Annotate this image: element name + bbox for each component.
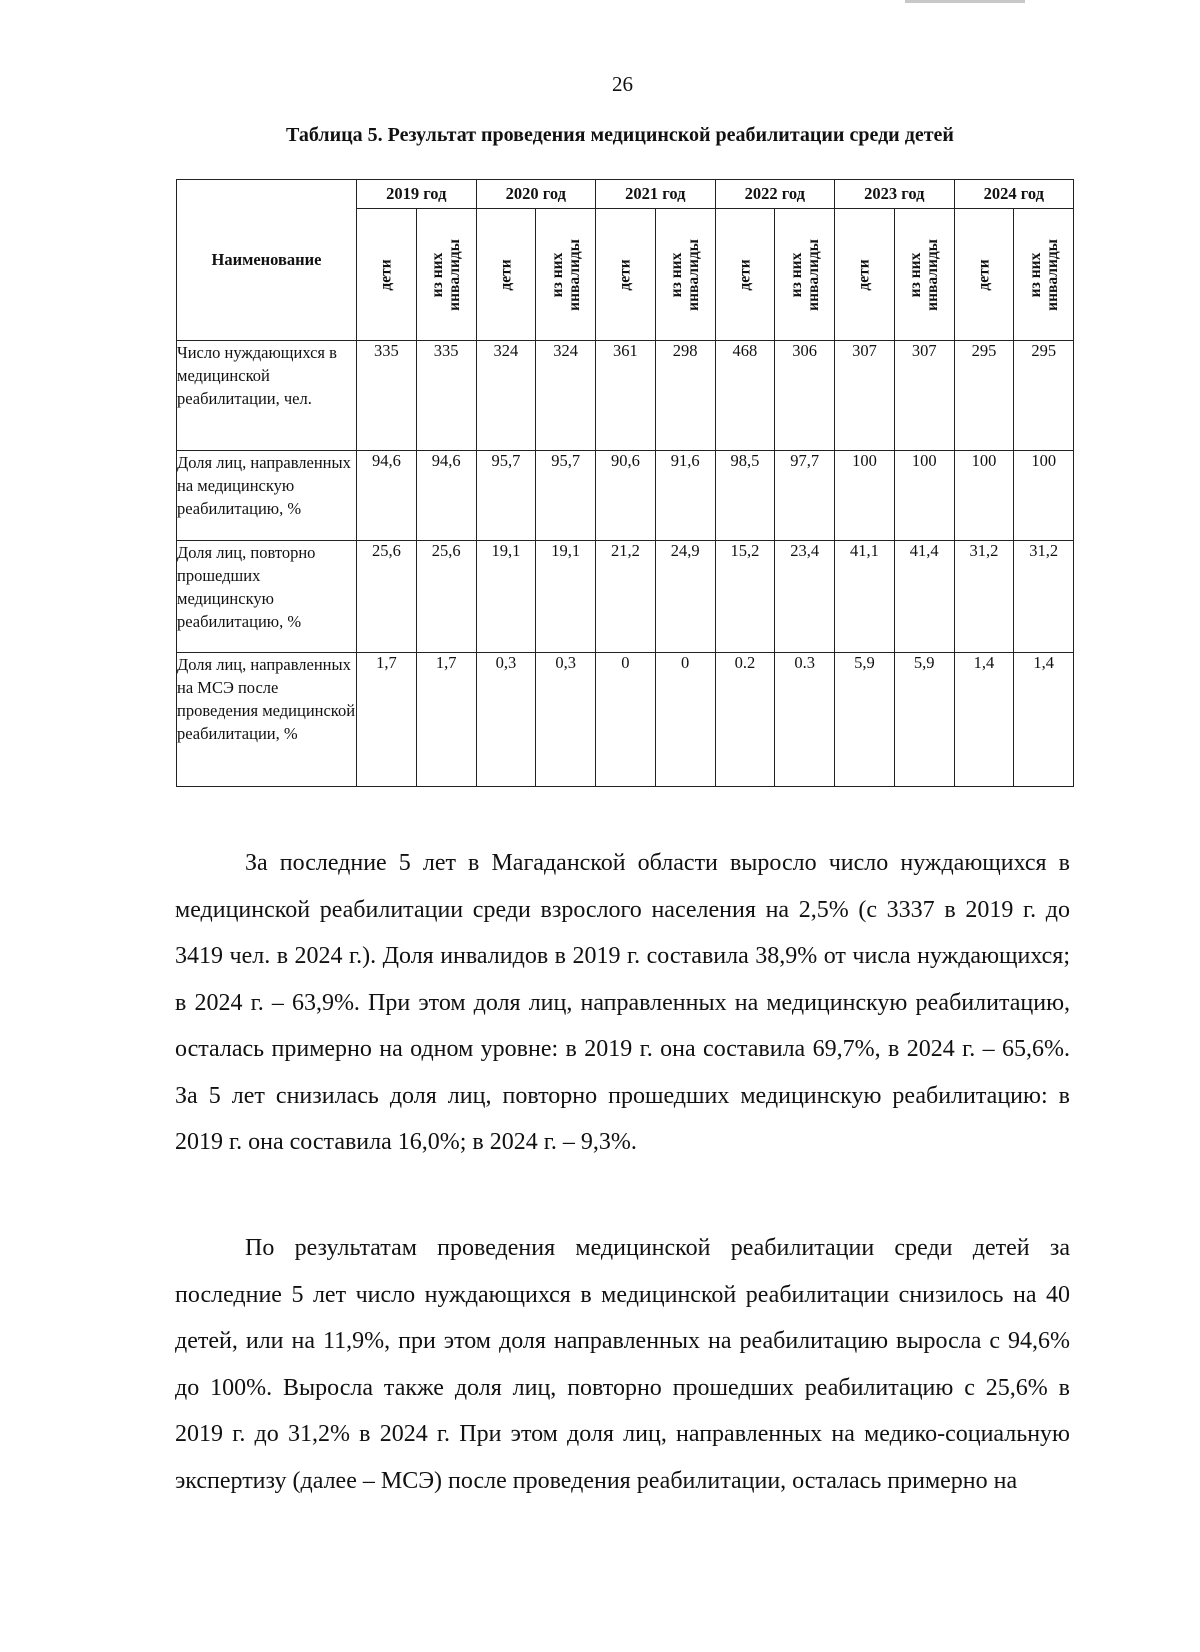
table-cell: 1,7 <box>416 653 476 787</box>
table-cell: 100 <box>835 451 895 541</box>
table-cell: 324 <box>476 341 536 451</box>
table-caption: Таблица 5. Результат проведения медицинской реабилитации среди детей <box>286 124 954 146</box>
table-cell: 1,4 <box>1014 653 1074 787</box>
table-cell: 19,1 <box>536 541 596 653</box>
subheader-children-2019 <box>357 209 417 341</box>
table-cell: 0,3 <box>536 653 596 787</box>
table-cell: 98,5 <box>715 451 775 541</box>
table-cell: 1,7 <box>357 653 417 787</box>
subheader-children-2021 <box>596 209 656 341</box>
table-cell: 95,7 <box>536 451 596 541</box>
table-cell: 91,6 <box>655 451 715 541</box>
year-header-2020: 2020 год <box>476 180 596 209</box>
page-number: 26 <box>612 72 633 96</box>
subheader-disabled-line1: из них <box>548 252 566 297</box>
year-header-2021: 2021 год <box>596 180 716 209</box>
table-cell: 335 <box>416 341 476 451</box>
table-cell: 25,6 <box>416 541 476 653</box>
table-cell: 24,9 <box>655 541 715 653</box>
subheader-children-2024 <box>954 209 1014 341</box>
subheader-disabled-line2: инвалиды <box>446 238 464 311</box>
table-cell: 324 <box>536 341 596 451</box>
table-cell: 306 <box>775 341 835 451</box>
table-cell: 0,3 <box>476 653 536 787</box>
subheader-children-label: дети <box>377 258 395 291</box>
subheader-disabled-line2: инвалиды <box>804 238 822 311</box>
table-cell: 95,7 <box>476 451 536 541</box>
table-cell: 0 <box>655 653 715 787</box>
table-cell: 5,9 <box>835 653 895 787</box>
subheader-disabled-label <box>907 239 941 311</box>
subheader-children-2023 <box>835 209 895 341</box>
table-cell: 307 <box>835 341 895 451</box>
table-cell: 307 <box>894 341 954 451</box>
table-cell: 298 <box>655 341 715 451</box>
subheader-disabled-line1: из них <box>787 252 805 297</box>
subheader-disabled-line1: из них <box>429 252 447 297</box>
subheader-disabled-2021 <box>655 209 715 341</box>
table-row <box>177 451 1074 541</box>
subheader-disabled-line1: из них <box>907 252 925 297</box>
subheader-disabled-line1: из них <box>668 252 686 297</box>
subheader-disabled-line1: из них <box>1026 252 1044 297</box>
table-cell: 97,7 <box>775 451 835 541</box>
table-row <box>177 653 1074 787</box>
table-cell: 1,4 <box>954 653 1014 787</box>
table-cell: 19,1 <box>476 541 536 653</box>
table-cell: 0 <box>596 653 656 787</box>
table-cell: 94,6 <box>357 451 417 541</box>
paragraph-children: По результатам проведения медицинской реабилитации среди детей за последние 5 лет число нуждающихся в медицинской реабилитации снизилось на 40 детей, или на 11,9%, при этом доля направленных на реабилитацию выросла с 94,6% до 100%. Выросла также доля лиц, повторно прошедших реабилитацию с 25,6% в 2019 г. до 31,2% в 2024 г. При этом доля лиц, направленных на медико-социальную экспертизу (далее – МСЭ) после проведения реабилитации, осталась примерно на <box>175 1235 1070 1494</box>
subheader-disabled-line2: инвалиды <box>565 238 583 311</box>
subheader-disabled-line2: инвалиды <box>685 238 703 311</box>
subheader-disabled-2020 <box>536 209 596 341</box>
subheader-disabled-line2: инвалиды <box>1043 238 1061 311</box>
table-cell: 15,2 <box>715 541 775 653</box>
year-header-2019: 2019 год <box>357 180 477 209</box>
name-column-header: Наименование <box>177 180 357 341</box>
paragraph-adults: За последние 5 лет в Магаданской области выросло число нуждающихся в медицинской реабилитации среди взрослого населения на 2,5% (с 3337 в 2019 г. до 3419 чел. в 2024 г.). Доля инвалидов в 2019 г. составила 38,9% от числа нуждающихся; в 2024 г. – 63,9%. При этом доля лиц, направленных на медицинскую реабилитацию, осталась примерно на одном уровне: в 2019 г. она составила 69,7%, в 2024 г. – 65,6%. За 5 лет снизилась доля лиц, повторно прошедших медицинскую реабилитацию: в 2019 г. она составила 16,0%; в 2024 г. – 9,3%. <box>175 850 1070 1155</box>
year-header-2024: 2024 год <box>954 180 1074 209</box>
subheader-disabled-label <box>429 239 463 311</box>
subheader-children-label: дети <box>975 258 993 291</box>
subheader-children-2022 <box>715 209 775 341</box>
top-edge-mark <box>905 0 1025 3</box>
table-cell: 31,2 <box>954 541 1014 653</box>
table-cell: 100 <box>894 451 954 541</box>
subheader-disabled-2019 <box>416 209 476 341</box>
subheader-disabled-label <box>788 239 822 311</box>
subheader-disabled-2022 <box>775 209 835 341</box>
subheader-children-label: дети <box>616 258 634 291</box>
table-cell: 31,2 <box>1014 541 1074 653</box>
table-cell: 41,1 <box>835 541 895 653</box>
row-label-mse: Доля лиц, направленных на МСЭ после проведения медицинской реабилитации, % <box>177 653 357 787</box>
table-cell: 23,4 <box>775 541 835 653</box>
row-label-directed: Доля лиц, направленных на медицинскую реабилитацию, % <box>177 451 357 541</box>
rehabilitation-table <box>176 179 1074 787</box>
subheader-children-label: дети <box>855 258 873 291</box>
subheader-children-label: дети <box>736 258 754 291</box>
table-row <box>177 341 1074 451</box>
year-header-2022: 2022 год <box>715 180 835 209</box>
subheader-children-label: дети <box>497 258 515 291</box>
row-label-in-need: Число нуждающихся в медицинской реабилитации, чел. <box>177 341 357 451</box>
table-cell: 0.2 <box>715 653 775 787</box>
table-cell: 100 <box>954 451 1014 541</box>
table-header-years-row <box>177 180 1074 209</box>
table-cell: 94,6 <box>416 451 476 541</box>
table-cell: 468 <box>715 341 775 451</box>
table-cell: 41,4 <box>894 541 954 653</box>
subheader-disabled-label <box>549 239 583 311</box>
table-cell: 295 <box>1014 341 1074 451</box>
subheader-disabled-2023 <box>894 209 954 341</box>
table-cell: 5,9 <box>894 653 954 787</box>
table-cell: 0.3 <box>775 653 835 787</box>
table-cell: 295 <box>954 341 1014 451</box>
table-cell: 361 <box>596 341 656 451</box>
table-cell: 90,6 <box>596 451 656 541</box>
row-label-repeated: Доля лиц, повторно прошедших медицинскую реабилитацию, % <box>177 541 357 653</box>
subheader-children-2020 <box>476 209 536 341</box>
subheader-disabled-2024 <box>1014 209 1074 341</box>
table-cell: 100 <box>1014 451 1074 541</box>
table-cell: 21,2 <box>596 541 656 653</box>
table-row <box>177 541 1074 653</box>
subheader-disabled-label <box>1027 239 1061 311</box>
table-cell: 25,6 <box>357 541 417 653</box>
subheader-disabled-label <box>668 239 702 311</box>
table-cell: 335 <box>357 341 417 451</box>
year-header-2023: 2023 год <box>835 180 955 209</box>
subheader-disabled-line2: инвалиды <box>924 238 942 311</box>
